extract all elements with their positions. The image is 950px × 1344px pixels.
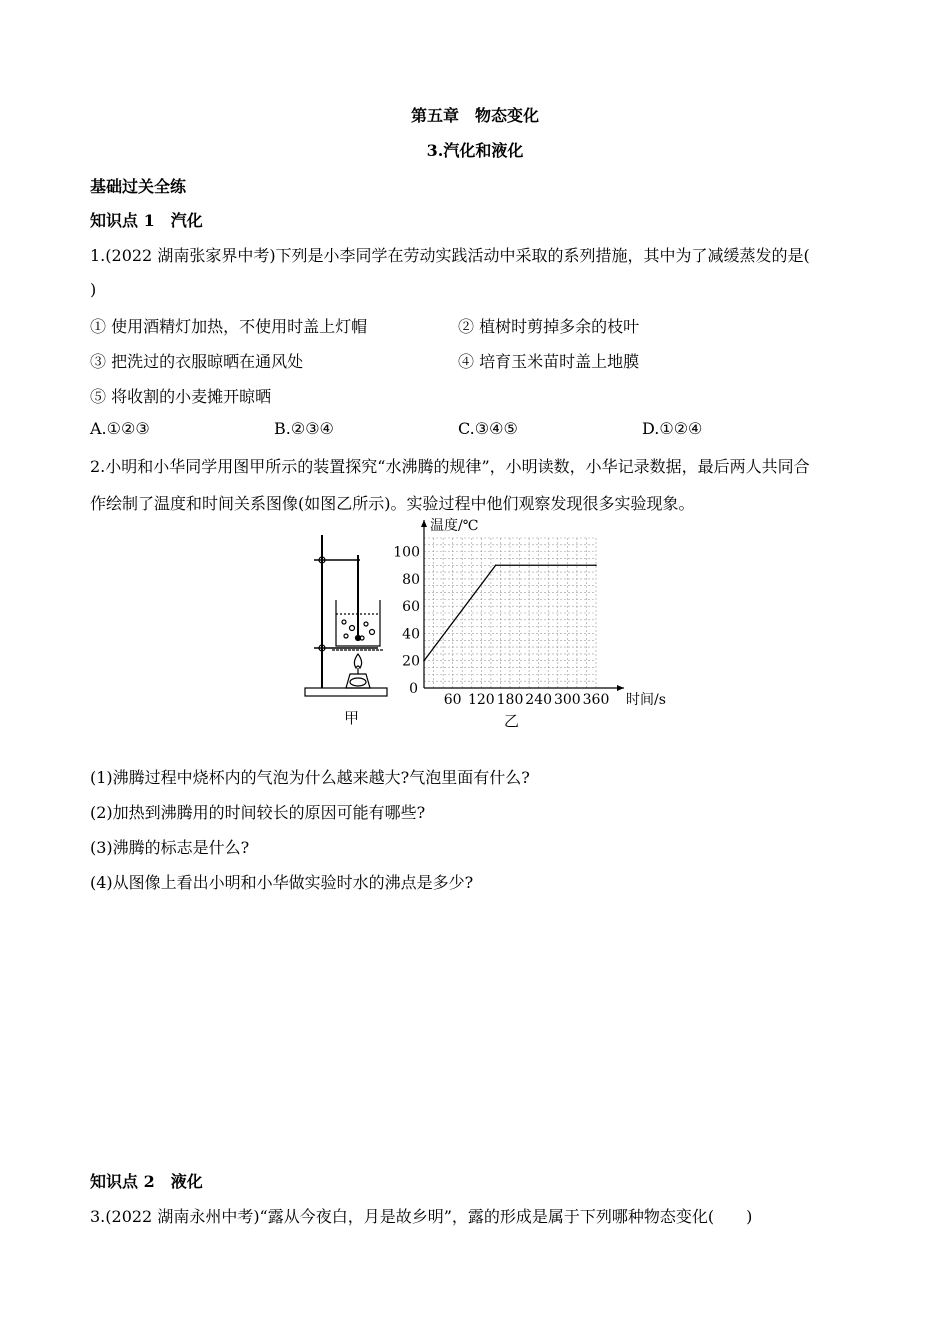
q2-stem-line1: 2.小明和小华同学用图甲所示的装置探究“水沸腾的规律”，小明读数，小华记录数据，最后两人共同合 bbox=[90, 457, 810, 476]
data-point bbox=[423, 660, 425, 662]
q1-item-5: ⑤ 将收割的小麦摊开晾晒 bbox=[90, 387, 272, 406]
q2-sub-1: (1)沸腾过程中烧杯内的气泡为什么越来越大?气泡里面有什么? bbox=[90, 768, 530, 787]
x-tick-label: 240 bbox=[525, 692, 553, 708]
q1-item-2: ② 植树时剪掉多余的枝叶 bbox=[458, 317, 640, 336]
x-tick-label: 60 bbox=[443, 692, 462, 708]
y-tick-label: 60 bbox=[402, 599, 420, 616]
figure-label-b: 乙 bbox=[504, 712, 520, 730]
q1-option-d: D.①②④ bbox=[642, 419, 703, 438]
data-point bbox=[495, 564, 497, 566]
q2-stem-line2: 作绘制了温度和时间关系图像(如图乙所示)。实验过程中他们观察发现很多实验现象。 bbox=[90, 494, 695, 513]
x-axis-arrow bbox=[617, 685, 624, 691]
q1-option-c: C.③④⑤ bbox=[458, 419, 518, 438]
q1-item-1: ① 使用酒精灯加热，不使用时盖上灯帽 bbox=[90, 317, 368, 336]
x-tick-label: 180 bbox=[496, 692, 524, 708]
knowledge-point-2: 知识点 2 液化 bbox=[90, 1172, 203, 1191]
q1-stem-line2: ) bbox=[90, 280, 97, 299]
q1-option-a: A.①②③ bbox=[90, 419, 150, 438]
q1-option-b: B.②③④ bbox=[274, 419, 334, 438]
q2-sub-2: (2)加热到沸腾用的时间较长的原因可能有哪些? bbox=[90, 803, 426, 822]
x-tick-label: 300 bbox=[553, 692, 581, 708]
y-tick-label: 100 bbox=[393, 544, 420, 561]
chapter-title: 第五章 物态变化 bbox=[410, 106, 539, 125]
y-tick-label: 40 bbox=[402, 626, 420, 643]
q2-figure bbox=[300, 518, 666, 730]
q1-item-4: ④ 培育玉米苗时盖上地膜 bbox=[458, 352, 640, 371]
section-title: 3.汽化和液化 bbox=[426, 141, 524, 160]
q1-item-3: ③ 把洗过的衣服晾晒在通风处 bbox=[90, 352, 304, 371]
x-axis-label: 时间/s bbox=[626, 692, 666, 708]
q1-stem-line1: 1.(2022 湖南张家界中考)下列是小李同学在劳动实践活动中采取的系列措施，其中为了减缓蒸发的是( bbox=[90, 246, 810, 265]
practice-title: 基础过关全练 bbox=[90, 177, 187, 196]
x-tick-label: 360 bbox=[582, 692, 610, 708]
y-tick-label: 20 bbox=[402, 653, 420, 670]
data-point bbox=[595, 564, 597, 566]
q2-sub-4: (4)从图像上看出小明和小华做实验时水的沸点是多少? bbox=[90, 873, 474, 892]
temperature-time-chart bbox=[393, 518, 760, 710]
figure-label-a: 甲 bbox=[344, 709, 360, 727]
q2-sub-3: (3)沸腾的标志是什么? bbox=[90, 838, 250, 857]
origin-label: 0 bbox=[409, 681, 418, 697]
y-axis-label: 温度/℃ bbox=[430, 518, 479, 534]
y-axis-arrow bbox=[421, 520, 427, 527]
knowledge-point-1: 知识点 1 汽化 bbox=[90, 211, 203, 230]
x-tick-label: 120 bbox=[467, 692, 495, 708]
q3-stem: 3.(2022 湖南永州中考)“露从今夜白，月是故乡明”，露的形成是属于下列哪种物态变化( ) bbox=[90, 1207, 753, 1226]
y-tick-label: 80 bbox=[402, 571, 420, 588]
